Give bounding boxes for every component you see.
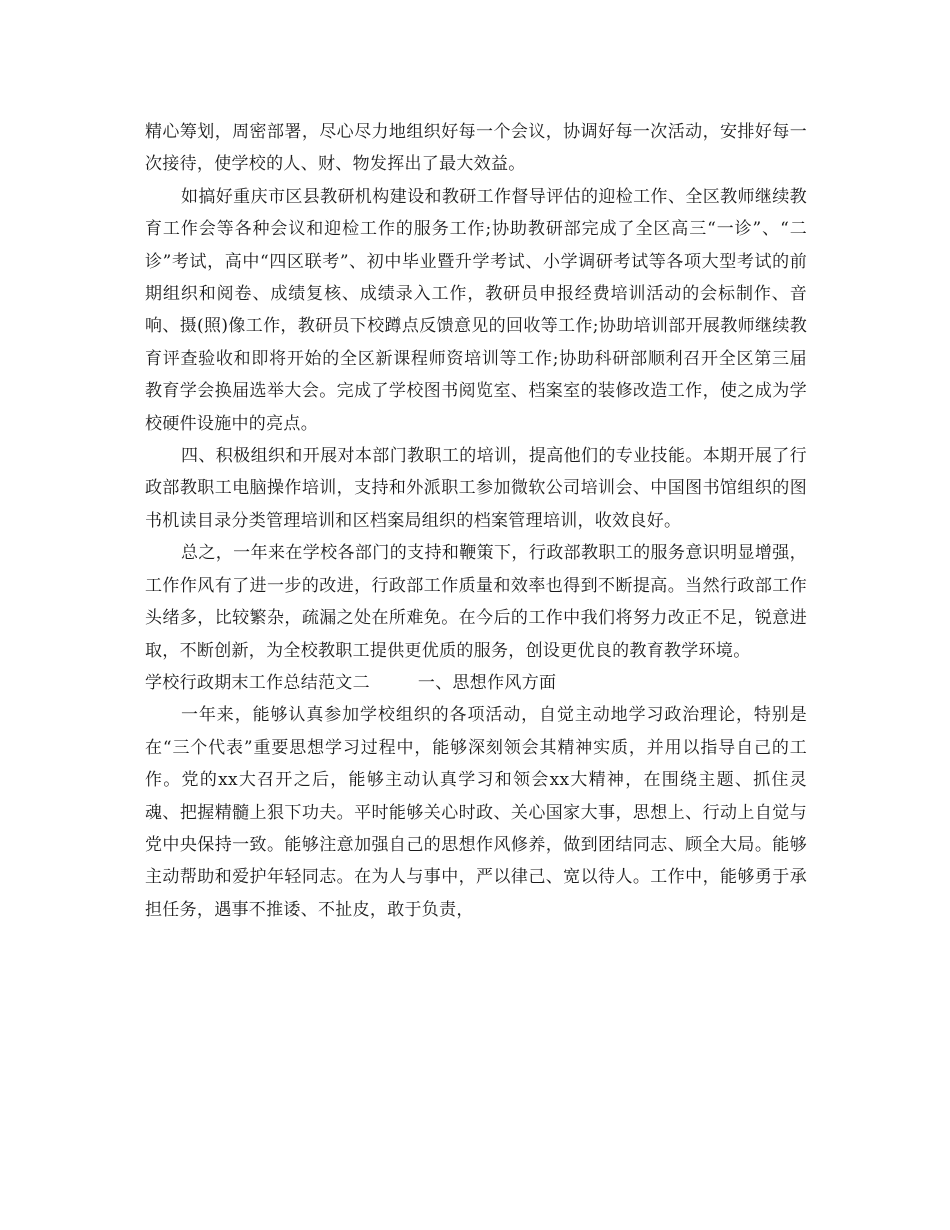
- paragraph-2: 如搞好重庆市区县教研机构建设和教研工作督导评估的迎检工作、全区教师继续教育工作会等各种会议和迎检工作的服务工作;协助教研部完成了全区高三“一诊”、“二诊”考试，高中“四区联考”、初中毕业暨升学考试、小学调研考试等各项大型考试的前期组织和阅卷、成绩复核、成绩录入工作，教研员申报经费培训活动的会标制作、音响、摄(照)像工作，教研员下校蹲点反馈意见的回收等工作;协助培训部开展教师继续教育评查验收和即将开始的全区新课程师资培训等工作;协助科研部顺利召开全区第三届教育学会换届选举大会。完成了学校图书阅览室、档案室的装修改造工作，使之成为学校硬件设施中的亮点。: [145, 186, 807, 434]
- document-body: [145, 116, 807, 926]
- article-title: 学校行政期末工作总结范文二: [145, 672, 370, 693]
- section-title: 一、思想作风方面: [417, 672, 557, 693]
- paragraph-5: 一年来，能够认真参加学校组织的各项活动，自觉主动地学习政治理论，特别是在“三个代表”重要思想学习过程中，能够深刻领会其精神实质，并用以指导自己的工作。党的xx大召开之后，能够主动认真学习和领会xx大精神，在围绕主题、抓住灵魂、把握精髓上狠下功夫。平时能够关心时政、关心国家大事，思想上、行动上自觉与党中央保持一致。能够注意加强自己的思想作风修养，做到团结同志、顾全大局。能够主动帮助和爱护年轻同志。在为人与事中，严以律己、宽以待人。工作中，能够勇于承担任务，遇事不推诿、不扯皮，敢于负责，: [145, 705, 807, 920]
- paragraph-1: 精心筹划，周密部署，尽心尽力地组织好每一个会议，协调好每一次活动，安排好每一次接待，使学校的人、财、物发挥出了最大效益。: [145, 122, 807, 175]
- paragraph-3: 四、积极组织和开展对本部门教职工的培训，提高他们的专业技能。本期开展了行政部教职工电脑操作培训，支持和外派职工参加微软公司培训会、中国图书馆组织的图书机读目录分类管理培训和区档案局组织的档案管理培训，收效良好。: [145, 446, 807, 531]
- paragraph-4: 总之，一年来在学校各部门的支持和鞭策下，行政部教职工的服务意识明显增强，工作作风有了进一步的改进，行政部工作质量和效率也得到不断提高。当然行政部工作头绪多，比较繁杂，疏漏之处在所难免。在今后的工作中我们将努力改正不足，锐意进取，不断创新，为全校教职工提供更优质的服务，创设更优良的教育教学环境。: [145, 543, 807, 661]
- section-heading: [145, 667, 807, 699]
